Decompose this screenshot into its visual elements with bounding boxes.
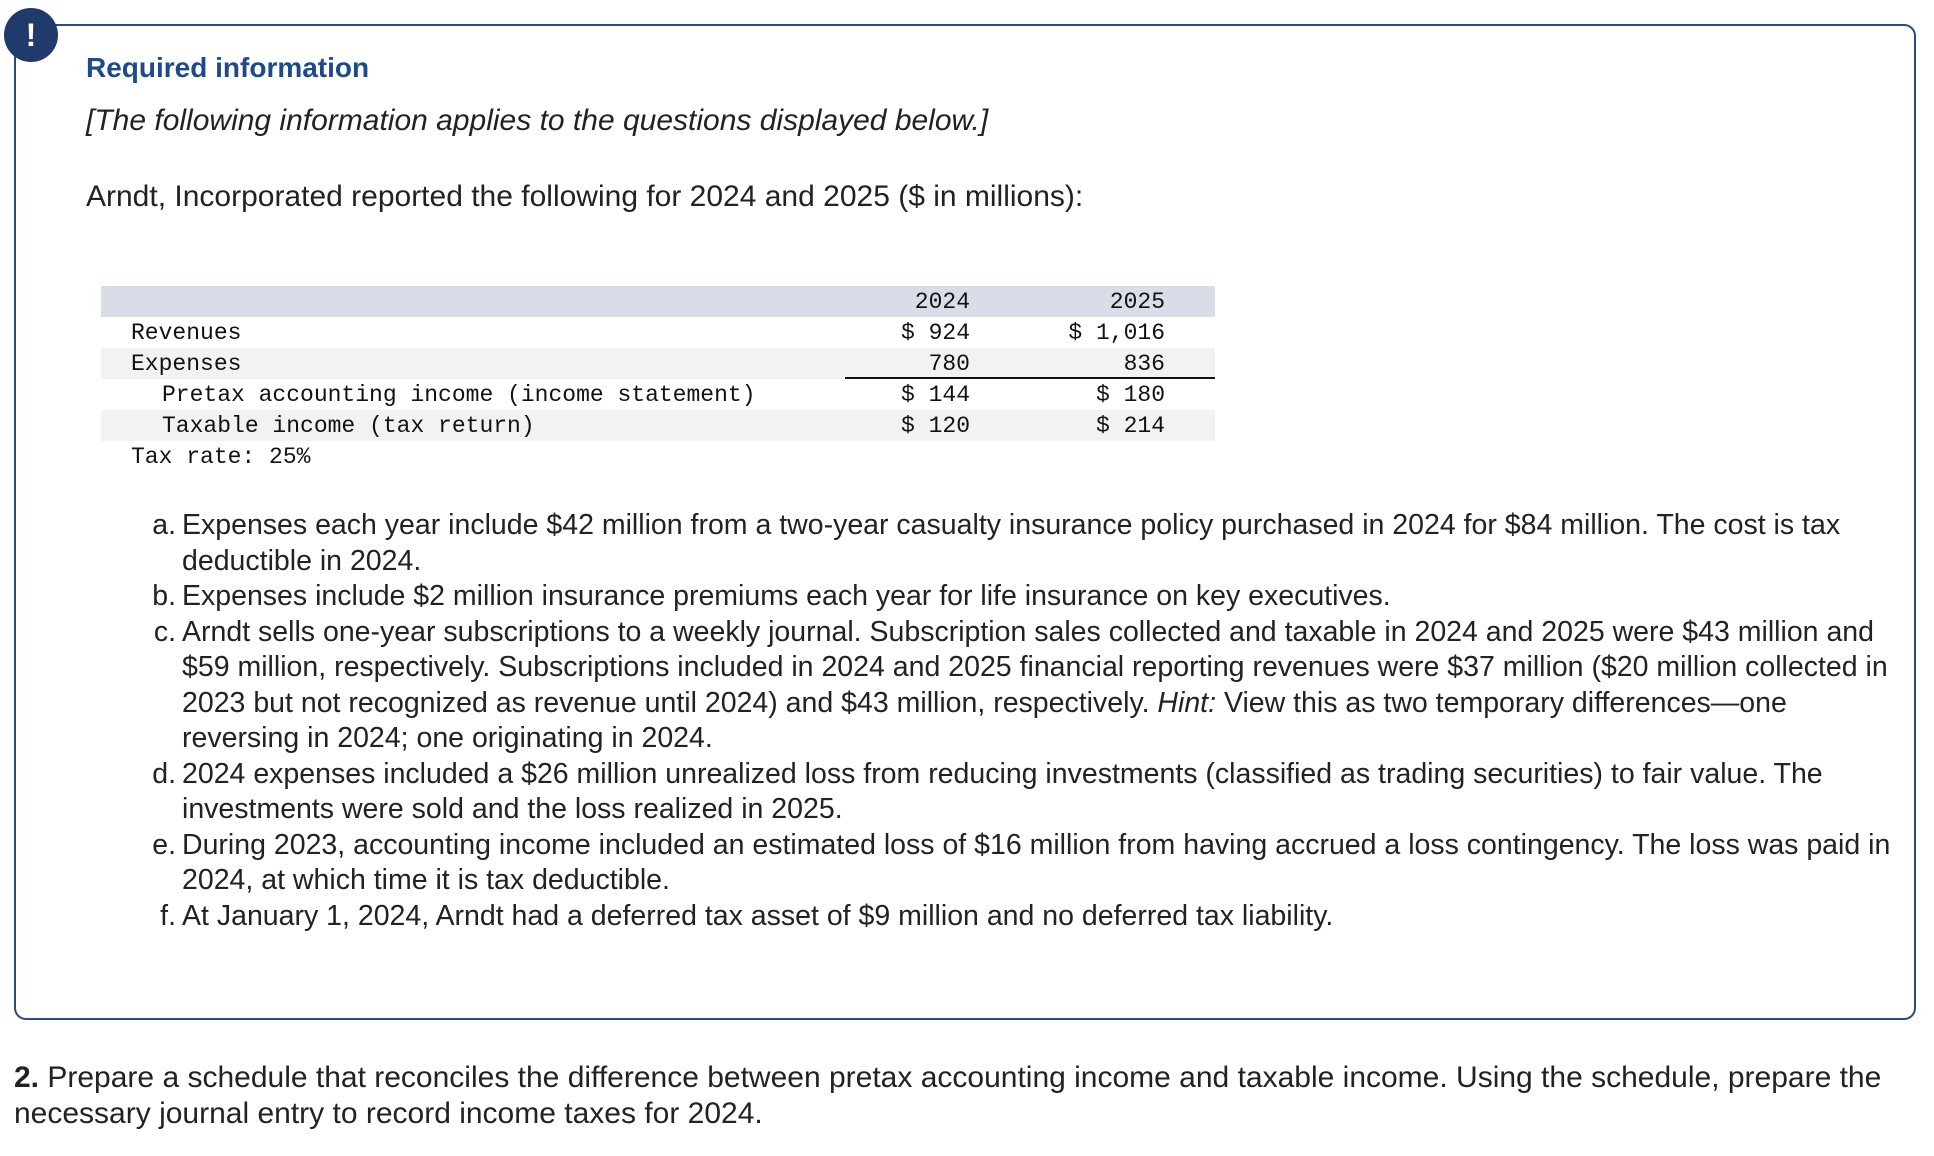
list-item — [140, 828, 1900, 899]
row-label: Taxable income (tax return) — [162, 413, 535, 439]
intro-text: Arndt, Incorporated reported the following for 2024 and 2025 ($ in millions): — [86, 180, 1084, 213]
question-text: Prepare a schedule that reconciles the difference between pretax accounting income and taxable income. Using the schedule, prepare the necessary journal entry to record income taxes for 2024. — [14, 1061, 1882, 1130]
list-item — [140, 899, 1900, 935]
applies-note: [The following information applies to the questions displayed below.] — [86, 104, 989, 137]
hint-text: View this as two temporary differences—one reversing in 2024; one originating in 2024. — [182, 686, 1787, 754]
required-information-title: Required information — [86, 52, 370, 83]
tax-rate-row — [101, 441, 1215, 472]
table-row — [101, 379, 1215, 410]
note-text: At January 1, 2024, Arndt had a deferred tax asset of $9 million and no deferred tax liability. — [182, 899, 1334, 932]
note-text: Arndt sells one-year subscriptions to a weekly journal. Subscription sales collected and taxable in 2024 and 2025 were $43 million and $59 million, respectively. Subscriptions included in 2024 and 2025 financial reporting revenues were $37 million ($20 million collected in 2023 but not recognized as revenue until 2024) and $43 million, respectively. — [182, 615, 1888, 719]
list-item — [140, 757, 1900, 828]
notes-list — [140, 508, 1900, 934]
row-value-2024: $ 144 — [900, 382, 970, 408]
list-item — [140, 615, 1900, 757]
row-label: Revenues — [131, 320, 242, 346]
table-row — [101, 410, 1215, 441]
row-value-2024: $ 120 — [900, 413, 970, 439]
row-label: Expenses — [131, 351, 242, 377]
list-marker: b. — [152, 580, 176, 612]
alert-icon: ! — [4, 8, 58, 62]
question-number: 2. — [14, 1061, 40, 1094]
row-value-2025: $ 1,016 — [1068, 320, 1165, 346]
header-2024: 2024 — [914, 289, 970, 315]
tax-rate: Tax rate: 25% — [131, 444, 311, 470]
row-value-2025: 836 — [1123, 351, 1165, 377]
row-value-2024: 780 — [928, 351, 970, 377]
list-item — [140, 579, 1900, 615]
list-marker: f. — [160, 899, 176, 932]
note-text: 2024 expenses included a $26 million unrealized loss from reducing investments (classified as trading securities) to fair value. The investments were sold and the loss realized in 2025. — [182, 757, 1823, 825]
row-value-2024: $ 924 — [900, 320, 970, 346]
list-marker: a. — [152, 509, 176, 541]
row-value-2025: $ 180 — [1095, 382, 1165, 408]
table-row — [101, 348, 1215, 379]
financial-table — [101, 286, 1215, 472]
list-item — [140, 508, 1900, 579]
list-marker: d. — [152, 757, 176, 790]
list-marker: e. — [152, 828, 176, 861]
hint-label: Hint: — [1157, 686, 1217, 719]
list-marker: c. — [153, 615, 176, 648]
note-text: Expenses include $2 million insurance premiums each year for life insurance on key executives. — [182, 580, 1391, 612]
row-value-2025: $ 214 — [1095, 413, 1165, 439]
note-text: Expenses each year include $42 million from a two-year casualty insurance policy purchased in 2024 for $84 million. The cost is tax deductible in 2024. — [182, 509, 1841, 577]
question-prompt — [14, 1060, 1914, 1132]
table-row — [101, 317, 1215, 348]
note-text: During 2023, accounting income included an estimated loss of $16 million from having accrued a loss contingency. The loss was paid in 2024, at which time it is tax deductible. — [182, 828, 1891, 896]
table-header-row — [101, 286, 1215, 317]
header-2025: 2025 — [1109, 289, 1165, 315]
row-label: Pretax accounting income (income statement) — [162, 382, 756, 408]
